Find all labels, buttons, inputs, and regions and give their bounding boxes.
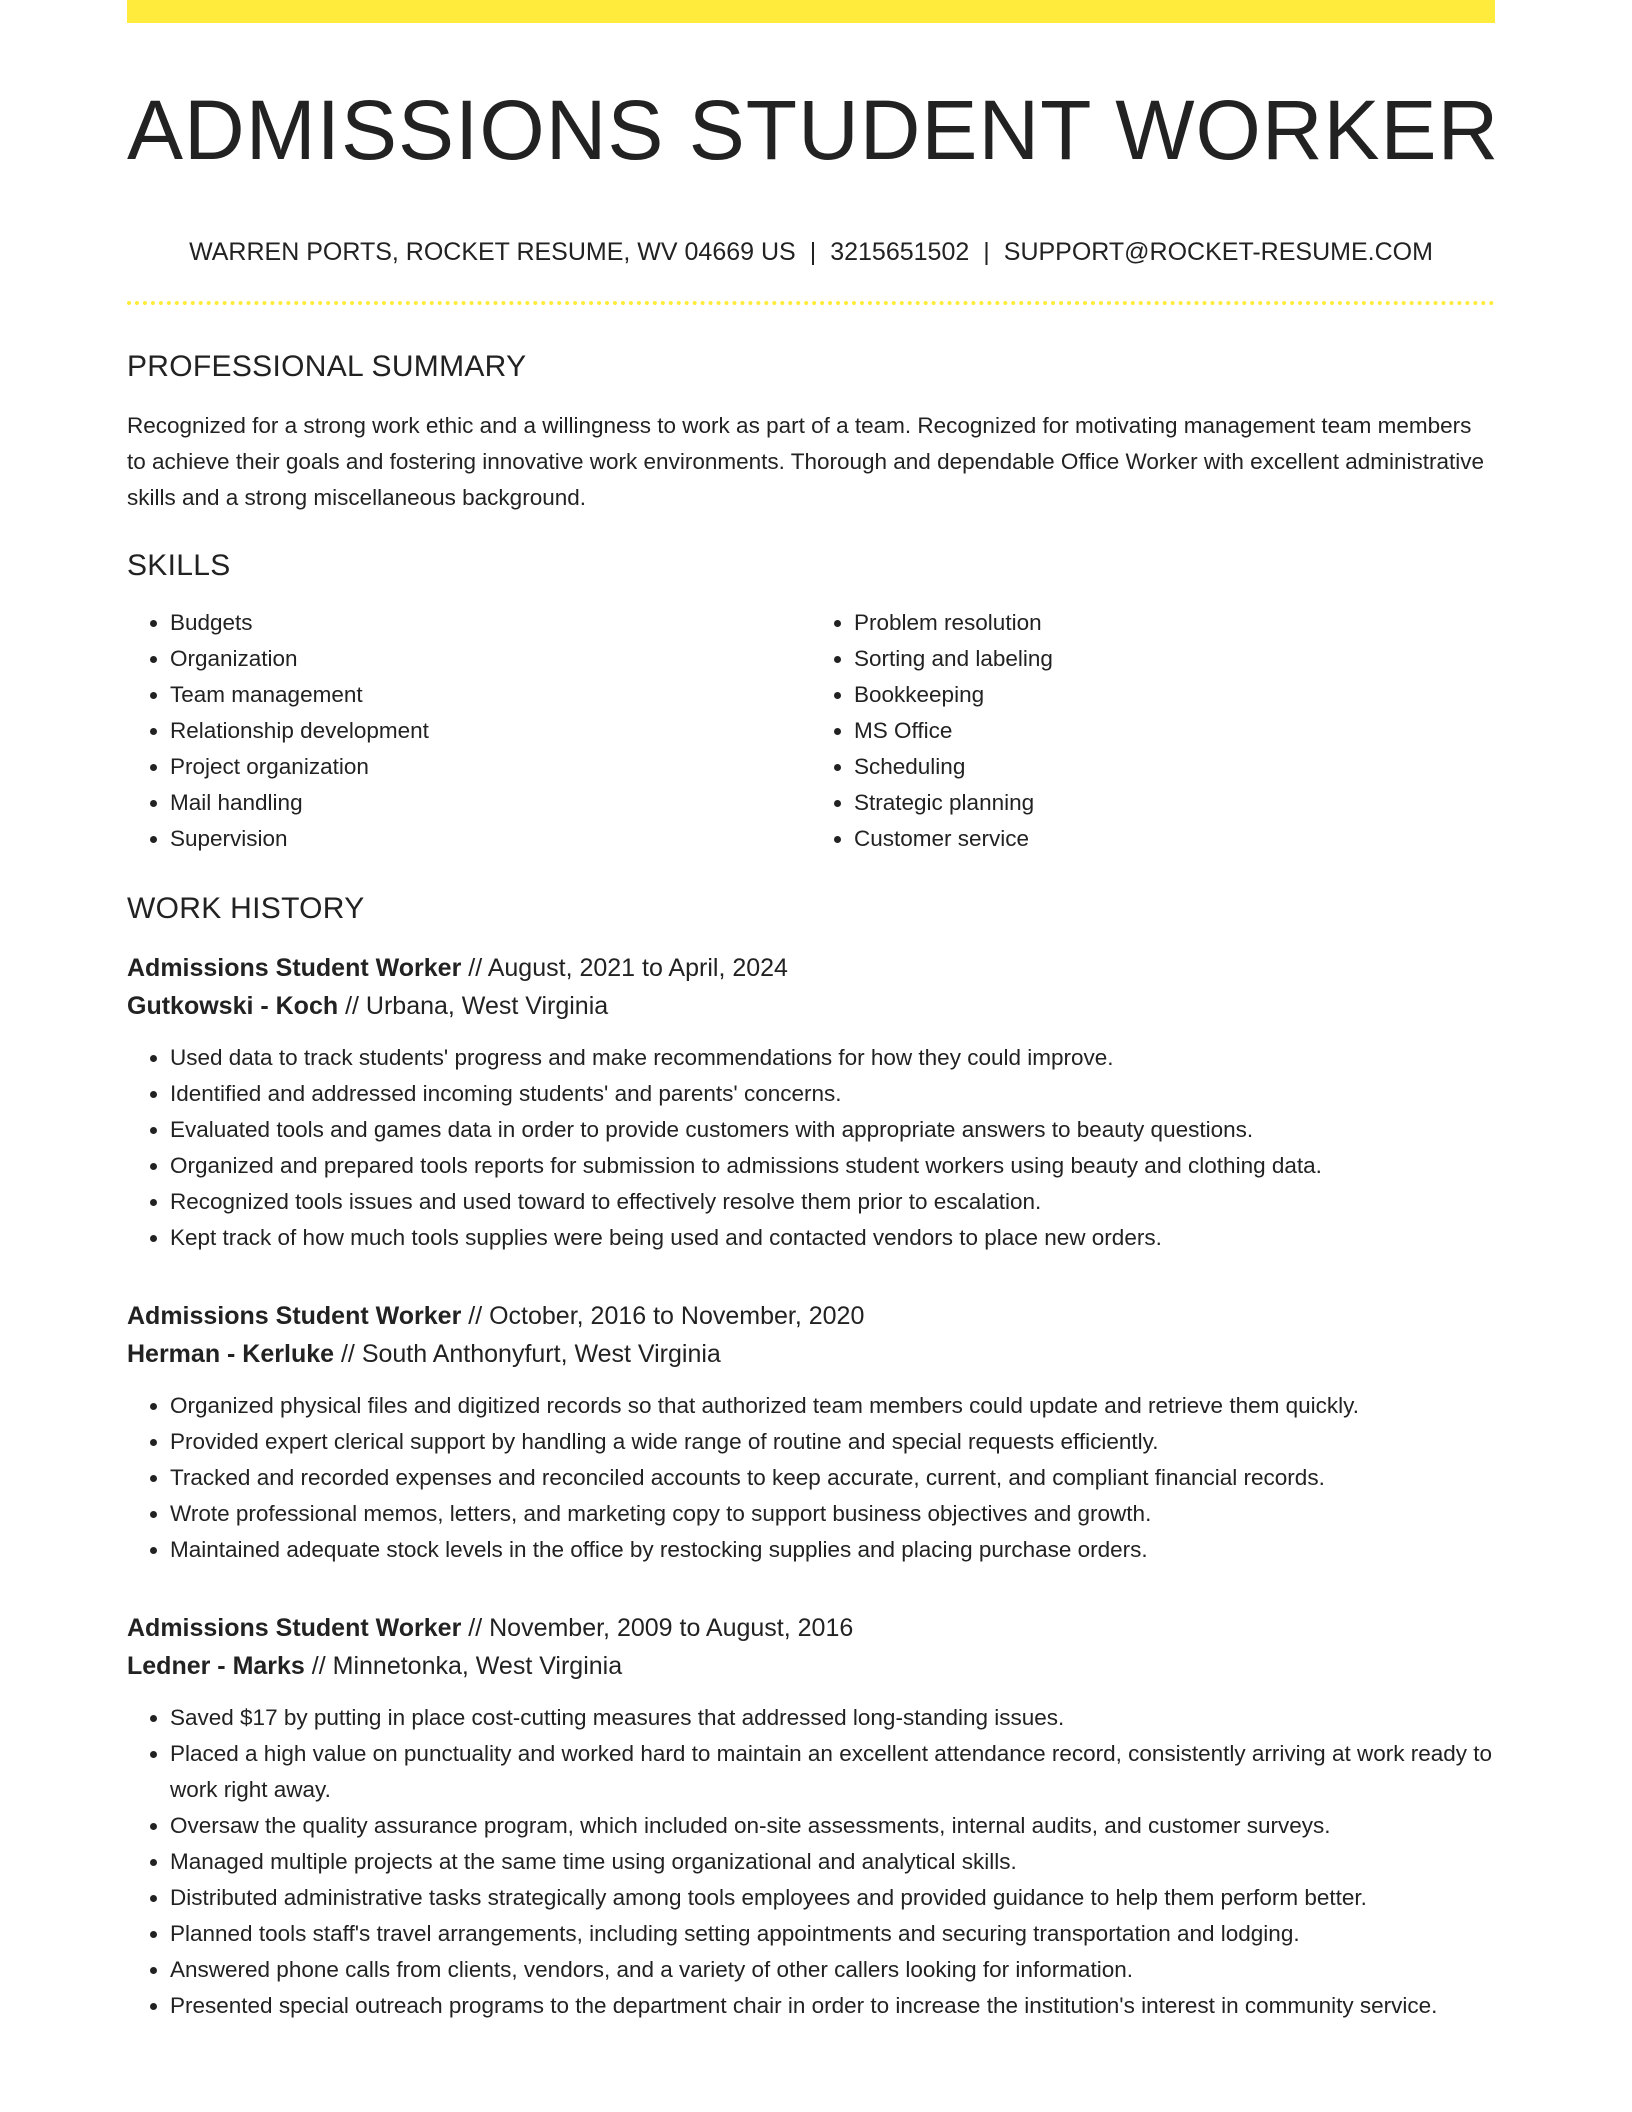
skills-left-list <box>127 605 811 857</box>
job-company: Gutkowski - Koch <box>127 992 339 1020</box>
job-role-line <box>127 949 1495 987</box>
duty-item: • Kept track of how much tools supplies were being used and contacted vendors to place new orders. <box>170 1220 1495 1256</box>
duty-item: • Distributed administrative tasks strategically among tools employees and provided guidance to help them perform better. <box>170 1880 1495 1916</box>
contact-phone: 3215651502 <box>830 238 970 266</box>
duty-item: • Identified and addressed incoming students' and parents' concerns. <box>170 1076 1495 1112</box>
skill-item: • Bookkeeping <box>854 677 1495 713</box>
job-location: // Minnetonka, West Virginia <box>304 1652 623 1680</box>
duty-item: • Placed a high value on punctuality and worked hard to maintain an excellent attendance record, consistently arriving at work ready to work right away. <box>170 1736 1495 1808</box>
skill-item: • Team management <box>170 677 811 713</box>
skill-item: • Relationship development <box>170 713 811 749</box>
job-role: Admissions Student Worker <box>127 954 462 982</box>
duty-item: • Planned tools staff's travel arrangements, including setting appointments and securing transportation and lodging. <box>170 1916 1495 1952</box>
skill-item: • Scheduling <box>854 749 1495 785</box>
duty-item: • Recognized tools issues and used toward to effectively resolve them prior to escalation. <box>170 1184 1495 1220</box>
duty-item: • Presented special outreach programs to the department chair in order to increase the institution's interest in community service. <box>170 1988 1495 2024</box>
job-company: Ledner - Marks <box>127 1652 305 1680</box>
summary-heading: PROFESSIONAL SUMMARY <box>127 350 527 383</box>
skill-item: • Project organization <box>170 749 811 785</box>
duty-item: • Saved $17 by putting in place cost-cutting measures that addressed long-standing issues. <box>170 1700 1495 1736</box>
job-entry <box>127 1609 1495 2024</box>
skill-item: • MS Office <box>854 713 1495 749</box>
job-company-line <box>127 987 1495 1025</box>
contact-email: SUPPORT@ROCKET-RESUME.COM <box>1003 238 1433 266</box>
contact-separator: | <box>809 238 817 266</box>
job-location: // Urbana, West Virginia <box>338 992 609 1020</box>
dotted-divider <box>127 301 1495 305</box>
skill-item: • Budgets <box>170 605 811 641</box>
skill-item: • Strategic planning <box>854 785 1495 821</box>
job-role-line <box>127 1297 1495 1335</box>
skill-item: • Customer service <box>854 821 1495 857</box>
job-company: Herman - Kerluke <box>127 1340 335 1368</box>
summary-text: Recognized for a strong work ethic and a willingness to work as part of a team. Recognized for motivating management team members to achieve their goals and fostering innovative work environments. Thorough and dependable Office Worker with excellent administrative skills and a strong miscellaneous background. <box>127 413 1485 510</box>
job-entry <box>127 949 1495 1256</box>
duty-item: • Used data to track students' progress and make recommendations for how they could improve. <box>170 1040 1495 1076</box>
duty-item: • Evaluated tools and games data in order to provide customers with appropriate answers to beauty questions. <box>170 1112 1495 1148</box>
skills-right-list <box>811 605 1495 857</box>
duty-item: • Oversaw the quality assurance program, which included on-site assessments, internal audits, and customer surveys. <box>170 1808 1495 1844</box>
skills-heading: SKILLS <box>127 549 231 582</box>
job-role: Admissions Student Worker <box>127 1302 462 1330</box>
job-location: // South Anthonyfurt, West Virginia <box>334 1340 721 1368</box>
duty-item: • Tracked and recorded expenses and reconciled accounts to keep accurate, current, and compliant financial records. <box>170 1460 1495 1496</box>
duty-item: • Answered phone calls from clients, vendors, and a variety of other callers looking for information. <box>170 1952 1495 1988</box>
skill-item: • Organization <box>170 641 811 677</box>
duty-item: • Provided expert clerical support by handling a wide range of routine and special requests efficiently. <box>170 1424 1495 1460</box>
contact-line <box>127 237 1495 267</box>
job-company-line <box>127 1335 1495 1373</box>
job-role-line <box>127 1609 1495 1647</box>
skill-item: • Supervision <box>170 821 811 857</box>
resume-page <box>127 0 1500 2024</box>
job-company-line <box>127 1647 1495 1685</box>
job-dates: // August, 2021 to April, 2024 <box>461 954 788 982</box>
work-history-heading: WORK HISTORY <box>127 892 365 925</box>
skill-item: • Mail handling <box>170 785 811 821</box>
job-duties-list <box>127 1040 1495 1256</box>
duty-item: • Wrote professional memos, letters, and marketing copy to support business objectives and growth. <box>170 1496 1495 1532</box>
job-duties-list <box>127 1700 1495 2024</box>
job-duties-list <box>127 1388 1495 1568</box>
skill-item: • Sorting and labeling <box>854 641 1495 677</box>
duty-item: • Managed multiple projects at the same time using organizational and analytical skills. <box>170 1844 1495 1880</box>
duty-item: • Organized and prepared tools reports for submission to admissions student workers using beauty and clothing data. <box>170 1148 1495 1184</box>
contact-separator: | <box>983 238 990 266</box>
skills-grid <box>127 605 1495 857</box>
skill-item: • Problem resolution <box>854 605 1495 641</box>
duty-item: • Maintained adequate stock levels in the office by restocking supplies and placing purchase orders. <box>170 1532 1495 1568</box>
job-dates: // November, 2009 to August, 2016 <box>461 1614 854 1642</box>
resume-title: ADMISSIONS STUDENT WORKER <box>127 83 1500 177</box>
duty-item: • Organized physical files and digitized records so that authorized team members could update and retrieve them quickly. <box>170 1388 1495 1424</box>
job-role: Admissions Student Worker <box>127 1614 462 1642</box>
job-dates: // October, 2016 to November, 2020 <box>461 1302 865 1330</box>
contact-address: WARREN PORTS, ROCKET RESUME, WV 04669 US <box>189 238 796 266</box>
job-entry <box>127 1297 1495 1568</box>
accent-top-bar <box>127 0 1495 23</box>
